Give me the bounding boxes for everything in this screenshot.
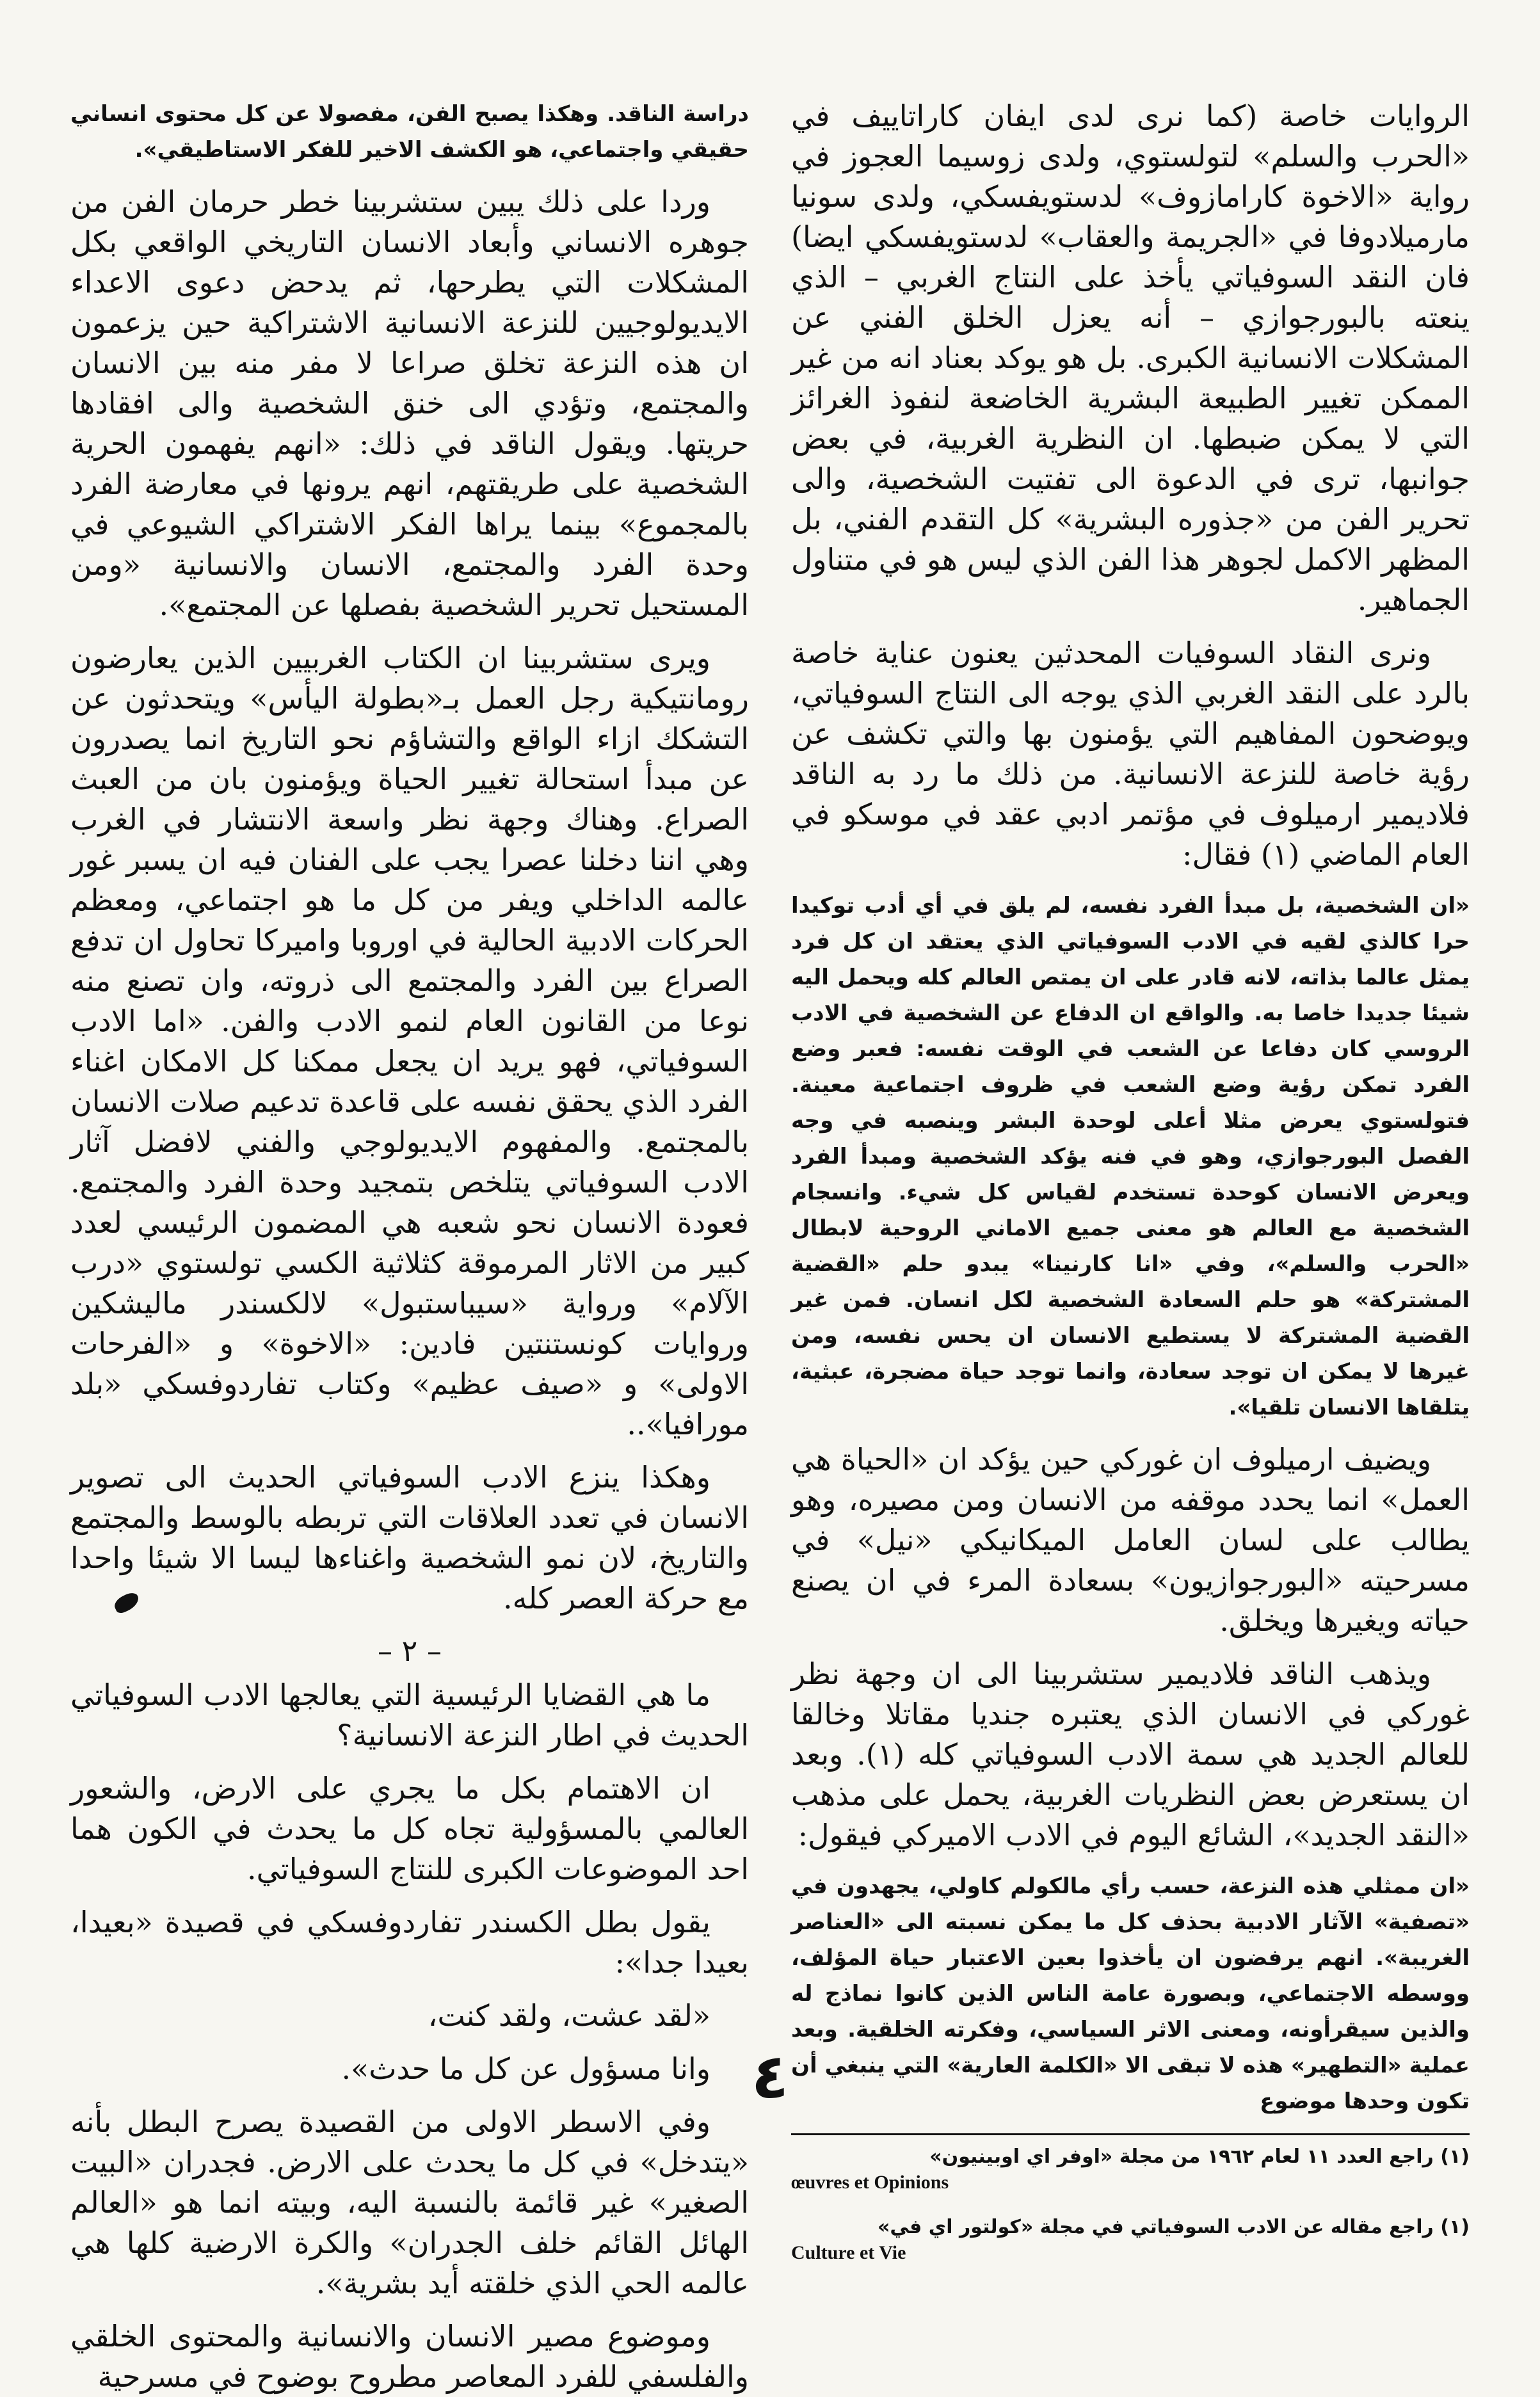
right-column xyxy=(791,96,1470,2263)
paragraph: وردا على ذلك يبين ستشربينا خطر حرمان الفن من جوهره الانساني وأبعاد الانسان التاريخي الواقعي بكل المشكلات التي يطرحها، ثم يدحض دعوى الاعداء الايديولوجيين للنزعة الانسانية الاشتراكية حين يزعمون ان هذه النزعة تخلق صراعا لا مفر منه بين الانسان والمجتمع، وتؤدي الى خنق الشخصية والى افقادها حريتها. ويقول الناقد في ذلك: «انهم يفهمون الحرية الشخصية على طريقتهم، انهم يرونها في معارضة الفرد بالمجموع» بينما يراها الفكر الاشتراكي الشيوعي في وحدة الفرد والمجتمع، الانسان والانسانية «ومن المستحيل تحرير الشخصية بفصلها عن المجتمع». xyxy=(70,184,749,622)
paragraph: ويرى ستشربينا ان الكتاب الغربيين الذين يعارضون رومانتيكية رجل العمل بـ«بطولة اليأس» ويتحدثون عن التشكك ازاء الواقع والتشاؤم نحو التاريخ انما يصدرون عن مبدأ استحالة تغيير الحياة ويؤمنون بان من العبث الصراع. وهناك وجهة نظر واسعة الانتشار في الغرب وهي اننا دخلنا عصرا يجب على الفنان فيه ان يسبر غور عالمه الداخلي ويفر من كل ما هو اجتماعي، ومعظم الحركات الادبية الحالية في اوروبا واميركا تحاول ان تدفع الصراع بين الفرد والمجتمع الى ذروته، وان تصنع منه نوعا من القانون العام لنمو الادب والفن. «اما الادب السوفياتي، فهو يريد ان يجعل ممكنا كل الامكان اغناء الفرد الذي يحقق نفسه على قاعدة تدعيم صلات الانسان بالمجتمع. والمفهوم الايديولوجي والفني لافضل آثار الادب السوفياتي يتلخص بتمجيد وحدة الفرد والمجتمع. فعودة الانسان نحو شعبه هي المضمون الرئيسي لعدد كبير من الاثار المرموقة كثلاثية الكسي تولستوي «درب الآلام» ورواية «سيباستبول» لالكسندر ماليشكين وروايات كونستنتين فادين: «الاخوة» و «الفرحات الاولى» و «صيف عظيم» وكتاب تفاردوفسكي «بلد مورافيا».. xyxy=(70,641,749,1441)
block-quote: «ان ممثلي هذه النزعة، حسب رأي مالكولم كاولي، يجهدون في «تصفية» الآثار الادبية بحذف كل ما يمكن نسبته الى «العناصر الغريبة». انهم يرفضون ان يأخذوا بعين الاعتبار حياة المؤلف، ووسطه الاجتماعي، وبصورة عامة الناس الذين كانوا نماذج له والذين سيقرأونه، ومعنى الاثر السياسي، وفكرته الخلقية. وبعد عملية «التطهير» هذه لا تبقى الا «الكلمة العارية» التي ينبغي أن تكون وحدها موضوع xyxy=(791,1873,1470,2114)
paragraph: وفي الاسطر الاولى من القصيدة يصرح البطل بأنه «يتدخل» في كل ما يحدث على الارض. فجدران «البيت الصغير» غير قائمة بالنسبة اليه، وبيته انما هو «العالم الهائل القائم خلف الجدران» والكرة الارضية كلها هي عالمه الحي الذي خلقته أيد بشرية». xyxy=(70,2104,749,2300)
block-quote-continuation: دراسة الناقد. وهكذا يصبح الفن، مفصولا عن كل محتوى انساني حقيقي واجتماعي، هو الكشف الاخير للفكر الاستاطيقي». xyxy=(70,101,749,163)
verse-line: «لقد عشت، ولقد كنت، xyxy=(428,1998,710,2033)
footnote-text: (١) راجع مقاله عن الادب السوفياتي في مجلة «كولتور اي في» xyxy=(877,2216,1470,2238)
paragraph: وهكذا ينزع الادب السوفياتي الحديث الى تصوير الانسان في تعدد العلاقات التي تربطه بالوسط والمجتمع والتاريخ، لان نمو الشخصية واغناءها ليسا الا شيئا واحدا مع حركة العصر كله. xyxy=(70,1460,749,1615)
paragraph: وموضوع مصير الانسان والانسانية والمحتوى الخلقي والفلسفي للفرد المعاصر مطروح بوضوح في مسرحية xyxy=(70,2319,749,2394)
paragraph: الروايات خاصة (كما نرى لدى ايفان كاراتاييف في «الحرب والسلم» لتولستوي، ولدى زوسيما العجوز في رواية «الاخوة كارامازوف» لدستويفسكي، ولدى سونيا مارميلادوفا في «الجريمة والعقاب» لدستويفسكي ايضا) فان النقد السوفياتي يأخذ على النتاج الغربي – الذي ينعته بالبورجوازي – أنه يعزل الخلق الفني عن المشكلات الانسانية الكبرى. بل هو يوكد بعناد انه من غير الممكن تغيير الطبيعة البشرية الخاضعة لنفوذ الغرائز التي لا يمكن ضبطها. ان النظرية الغربية، في بعض جوانبها، ترى في الدعوة الى تفتيت الشخصية، والى تحرير الفن من «جذوره البشرية» كل التقدم الفني، بل المظهر الاكمل لجوهر هذا الفن الذي ليس هو في متناول الجماهير. xyxy=(791,99,1470,617)
footnote-latin: Culture et Vie xyxy=(791,2242,906,2263)
paragraph: ونرى النقاد السوفيات المحدثين يعنون عناية خاصة بالرد على النقد الغربي الذي يوجه الى النتاج السوفياتي، ويوضحون المفاهيم التي يؤمنون بها والتي تكشف عن رؤية خاصة للنزعة الانسانية. من ذلك ما رد به الناقد فلاديمير ارميلوف في مؤتمر ادبي عقد في موسكو في العام الماضي (١) فقال: xyxy=(791,636,1470,872)
block-quote: «ان الشخصية، بل مبدأ الفرد نفسه، لم يلق في أي أدب توكيدا حرا كالذي لقيه في الادب السوفياتي الذي يعتقد ان كل فرد يمثل عالما بذاته، لانه قادر على ان يمتص العالم كله ويحمل اليه شيئا جديدا خاصا به. والواقع ان الدفاع عن الشخصية في الادب الروسي كان دفاعا عن الشعب في الوقت نفسه: فعبر وضع الفرد تمكن رؤية وضع الشعب في ظروف اجتماعية معينة. فتولستوي يعرض مثلا أعلى لوحدة البشر وينصبه في وجه الفصل البورجوازي، وهو في فنه يؤكد الشخصية ومبدأ الفرد ويعرض الانسان كوحدة تستخدم لقياس كل شيء. وانسجام الشخصية مع العالم هو معنى جميع الاماني الروحية لابطال «الحرب والسلم»، وفي «انا كارنينا» يبدو حلم «القضية المشتركة» هو حلم السعادة الشخصية لكل انسان. فمن غير القضية المشتركة لا يستطيع الانسان ان يحس نفسه، ومن غيرها لا يمكن ان توجد سعادة، وانما توجد حياة مضجرة، عبثية، يتلقاها الانسان تلقيا». xyxy=(791,893,1470,1420)
footnote-latin: œuvres et Opinions xyxy=(791,2172,949,2193)
footnote xyxy=(791,2215,1470,2266)
page-number: ٤ xyxy=(751,2040,789,2112)
paragraph: ويذهب الناقد فلاديمير ستشربينا الى ان وجهة نظر غوركي في الانسان الذي يعتبره جنديا مقاتلا وخالقا للعالم الجديد هي سمة الادب السوفياتي كله (١). وبعد ان يستعرض بعض النظريات الغربية، يحمل على مذهب «النقد الجديد»، الشائع اليوم في الادب الاميركي فيقول: xyxy=(791,1656,1470,1852)
footnotes xyxy=(791,2133,1470,2266)
footnote xyxy=(791,2144,1470,2195)
footnote-text: (١) راجع العدد ١١ لعام ١٩٦٢ من مجلة «اوفر اي اوبينيون» xyxy=(929,2145,1470,2168)
paragraph: ان الاهتمام بكل ما يجري على الارض، والشعور العالمي بالمسؤولية تجاه كل ما يحدث في الكون هما احد الموضوعات الكبرى للنتاج السوفياتي. xyxy=(70,1771,749,1886)
left-column xyxy=(70,96,749,2394)
paragraph: ويضيف ارميلوف ان غوركي حين يؤكد ان «الحياة هي العمل» انما يحدد موقفه من الانسان ومن مصيره، وهو يطالب على لسان العامل الميكانيكي «نيل» في مسرحيته «البورجوازيون» بسعادة المرء في ان يصنع حياته ويغيرها ويخلق. xyxy=(791,1442,1470,1638)
paragraph: يقول بطل الكسندر تفاردوفسكي في قصيدة «بعيدا، بعيدا جدا»: xyxy=(70,1905,749,1980)
section-marker: – ٢ – xyxy=(378,1633,442,1668)
paragraph: ما هي القضايا الرئيسية التي يعالجها الادب السوفياتي الحديث في اطار النزعة الانسانية؟ xyxy=(70,1678,749,1752)
verse-line: وانا مسؤول عن كل ما حدث». xyxy=(341,2051,710,2086)
